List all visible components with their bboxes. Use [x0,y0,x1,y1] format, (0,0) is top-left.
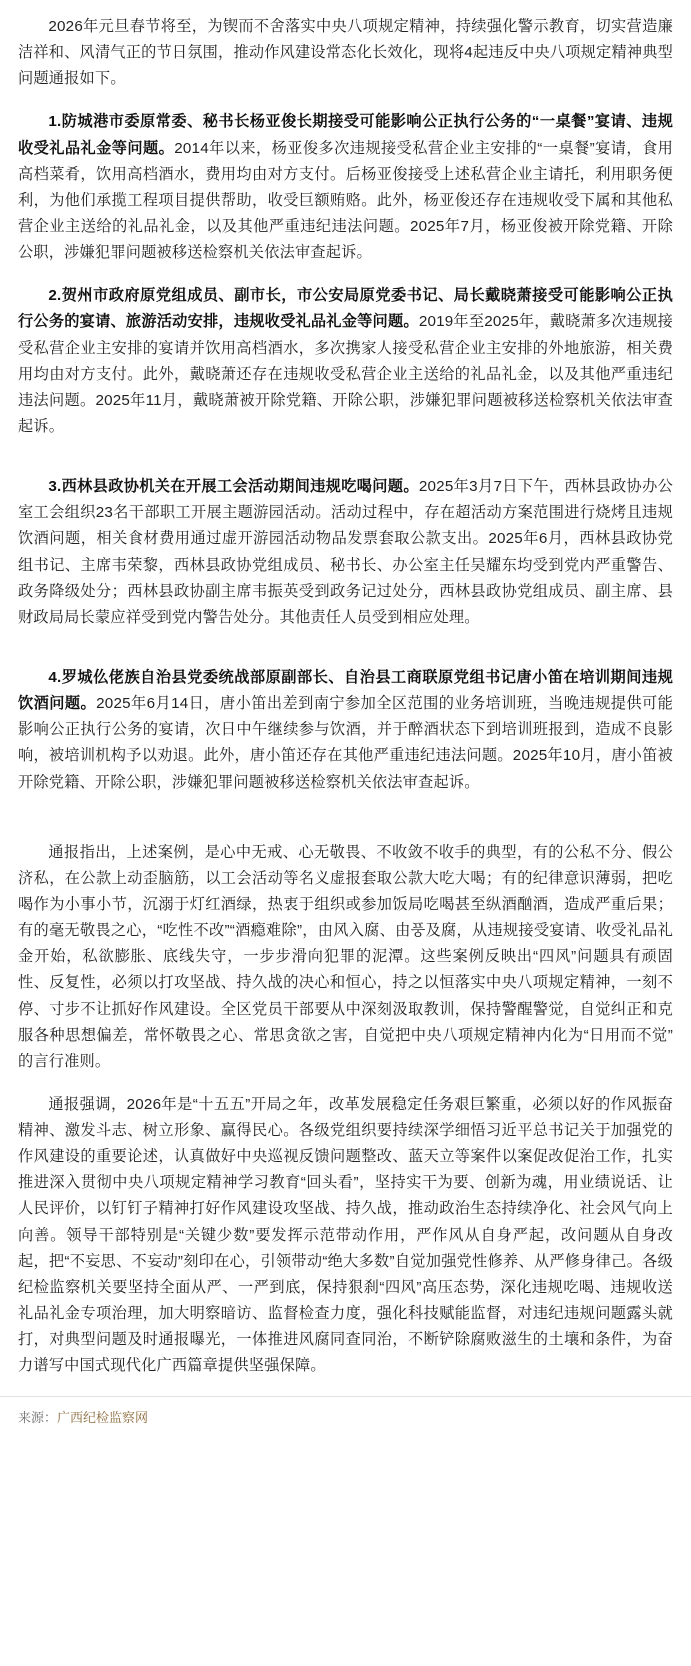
case-title-4: 4.罗城仫佬族自治县党委统战部原副部长、自治县工商联原党组书记唐小笛在培训期间违规饮酒问题。 [18,668,673,713]
intro-paragraph: 2026年元旦春节将至，为锲而不舍落实中央八项规定精神，持续强化警示教育，切实营造廉洁祥和、风清气正的节日氛围，推动作风建设常态化长效化，现将4起违反中央八项规定精神典型问题通报如下。 [18,18,673,88]
case-body-3: 2025年3月7日下午，西林县政协办公室工会组织23名干部职工开展主题游园活动。活动过程中，存在超活动方案范围进行烧烤且违规饮酒问题，相关食材费用通过虚开游园活动物品发票套取公款支出。2025年6月，西林县政协党组书记、主席韦荣黎，西林县政协党组成员、秘书长、办公室主任吴耀东均受到党内严重警告、政务降级处分；西林县政协副主席韦振英受到政务记过处分，西林县政协党组成员、副主席、县财政局局长蒙应祥受到党内警告处分。其他责任人员受到相应处理。 [18,478,674,626]
case-body-1: 2014年以来，杨亚俊多次违规接受私营企业主安排的“一桌餐”宴请，食用高档菜肴，饮用高档酒水，费用均由对方支付。后杨亚俊接受上述私营企业主请托，利用职务便利，为他们承揽工程项目提供帮助，收受巨额贿赂。此外，杨亚俊还存在违规收受下属和其他私营企业主送给的礼品礼金，以及其他严重违纪违法问题。2025年7月，杨亚俊被开除党籍、开除公职，涉嫌犯罪问题被移送检察机关依法审查起诉。 [18,139,674,262]
closing-paragraph-1: 通报指出，上述案例，是心中无戒、心无敬畏、不收敛不收手的典型，有的公私不分、假公济私，在公款上动歪脑筋，以工会活动等名义虚报套取公款大吃大喝；有的纪律意识薄弱，把吃喝作为小事小节，沉溺于灯红酒绿，热衷于组织或参加饭局吃喝甚至纵酒酗酒，造成严重后果；有的毫无敬畏之心，“吃性不改”“酒瘾难除”，由风入腐、由풍及腐，从违规接受宴请、收受礼品礼金开始，私欲膨胀、底线失守，一步步滑向犯罪的泥潭。这些案例反映出“四风”问题具有顽固性、反复性，必须以打攻坚战、持久战的决心和恒心，持之以恒落实中央八项规定精神，一刻不停、寸步不让抓好作风建设。全区党员干部要从中深刻汲取教训，保持警醒警觉，自觉纠正和克服各种思想偏差，常怀敬畏之心、常思贪欲之害，自觉把中央八项规定精神内化为“日用而不觉”的言行准则。 [18,843,673,1070]
source-footer [0,1396,691,1440]
case-paragraph-4 [18,665,673,796]
source-label: 来源： [18,1410,58,1426]
case-title-1: 1.防城港市委原常委、秘书长杨亚俊长期接受可能影响公正执行公务的“一桌餐”宴请、违规收受礼品礼金等问题。 [18,113,673,157]
closing-paragraph-2: 通报强调，2026年是“十五五”开局之年，改革发展稳定任务艰巨繁重，必须以好的作风振奋精神、激发斗志、树立形象、赢得民心。各级党组织要持续深学细悟习近平总书记关于加强党的作风建设的重要论述，认真做好中央巡视反馈问题整改、蓝天立等案件以案促改促治工作，扎实推进深入贯彻中央八项规定精神学习教育“回头看”，坚持实干为要、创新为魂，用业绩说话、让人民评价，以钉钉子精神打好作风建设攻坚战、持久战，推动政治生态持续净化、社会风气向上向善。领导干部特别是“关键少数”要发挥示范带动作用，严作风从自身严起，改问题从自身改起，把“不妄思、不妄动”刻印在心，引领带动“绝大多数”自觉加强党性修养、从严修身律己。各级纪检监察机关要坚持全面从严、一严到底，保持狠刹“四风”高压态势，深化违规吃喝、违规收送礼品礼金专项治理，加大明察暗访、监督检查力度，强化科技赋能监督，对违纪违规问题露头就打，对典型问题及时通报曝光，一体推进风腐同查同治，不断铲除腐败滋生的土壤和条件，为奋力谱写中国式现代化广西篇章提供坚强保障。 [18,1095,673,1375]
source-value[interactable]: 广西纪检监察网 [57,1410,149,1426]
case-body-4: 2025年6月14日，唐小笛出差到南宁参加全区范围的业务培训班，当晚违规提供可能影响公正执行公务的宴请，次日中午继续参与饮酒，并于醉酒状态下到培训班报到，造成不良影响，被培训机构予以劝退。此外，唐小笛还存在其他严重违纪违法问题。2025年10月，唐小笛被开除党籍、开除公职，涉嫌犯罪问题被移送检察机关依法审查起诉。 [18,695,673,791]
case-paragraph-1 [18,109,673,266]
case-paragraph-2 [18,283,673,440]
case-body-2: 2019年至2025年，戴晓萧多次违规接受私营企业主安排的宴请并饮用高档酒水，多次携家人接受私营企业主安排的外地旅游，相关费用均由对方支付。此外，戴晓萧还存在违规收受私营企业主送给的礼品礼金，以及其他严重违纪违法问题。2025年11月，戴晓萧被开除党籍、开除公职，涉嫌犯罪问题被移送检察机关依法审查起诉。 [18,313,673,435]
case-paragraph-3 [18,474,673,631]
case-title-2: 2.贺州市政府原党组成员、副市长，市公安局原党委书记、局长戴晓萧接受可能影响公正执行公务的宴请、旅游活动安排，违规收受礼品礼金等问题。 [18,287,673,331]
case-title-3: 3.西林县政协机关在开展工会活动期间违规吃喝问题。 [48,478,419,496]
